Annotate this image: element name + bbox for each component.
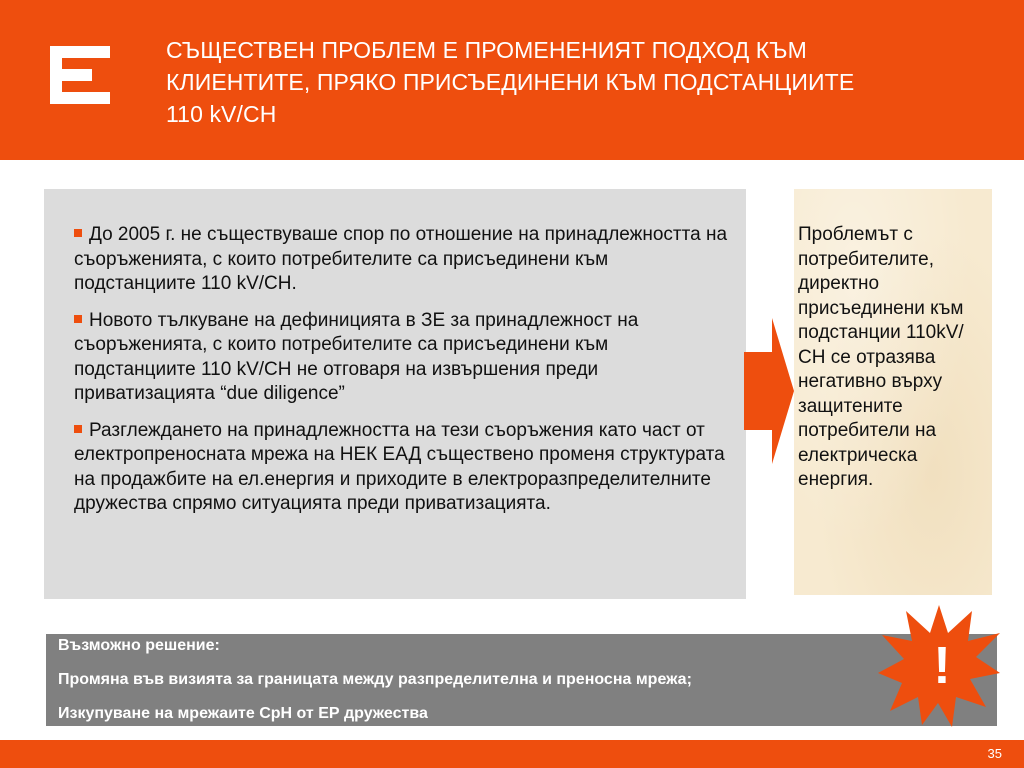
title-line: 110 kV/СН [166, 101, 277, 127]
exclamation-mark: ! [933, 637, 951, 695]
arrow-right-icon [744, 318, 794, 464]
cez-logo-icon [50, 46, 110, 104]
note-panel [794, 189, 992, 595]
note-text: Проблемът с потребителите, директно присъединени към подстанции 110kV/СН се отразява негативно върху защитените потребители на електрическа енергия. [798, 224, 964, 490]
solution-item: Промяна във визията за границата между разпределителна и преносна мрежа; [58, 671, 692, 688]
bullet-item [74, 309, 734, 407]
solution-heading: Възможно решение: [58, 637, 220, 654]
title-line: КЛИЕНТИТЕ, ПРЯКО ПРИСЪЕДИНЕНИ КЪМ ПОДСТАНЦИИТЕ [166, 69, 855, 95]
bullet-text: Разглеждането на принадлежността на тези съоръжения като част от електропреносната мрежа на НЕК ЕАД съществено променя структурата на продажбите на ел.енергия и приходите в електроразпределителните дружества спрямо ситуацията преди приватизацията. [74, 419, 725, 514]
square-bullet-icon [74, 425, 82, 433]
page-number: 35 [987, 746, 1002, 761]
bullet-text: Новото тълкуване на дефиницията в ЗЕ за принадлежност на съоръженията, с които потребителите са присъединени към подстанциите 110 kV/СН не отговаря на извършения преди приватизацията “due diligence” [74, 309, 639, 404]
bullet-item [74, 223, 734, 297]
slide-footer [0, 740, 1024, 768]
square-bullet-icon [74, 229, 82, 237]
slide-header [0, 0, 1024, 160]
solution-item: Изкупуване на мрежаите СрН от ЕР дружества [58, 705, 428, 722]
exclamation-burst-icon [876, 603, 1002, 729]
square-bullet-icon [74, 315, 82, 323]
slide-title [166, 34, 996, 130]
title-line: СЪЩЕСТВЕН ПРОБЛЕМ Е ПРОМЕНЕНИЯТ ПОДХОД КЪМ [166, 37, 807, 63]
bullet-item [74, 419, 734, 517]
bullet-text: До 2005 г. не съществуваше спор по отношение на принадлежността на съоръженията, с които потребителите са присъединени към подстанциите 110 kV/СН. [74, 224, 728, 294]
solution-bar [46, 634, 997, 726]
bullet-list [44, 189, 734, 517]
problem-panel [44, 189, 746, 599]
